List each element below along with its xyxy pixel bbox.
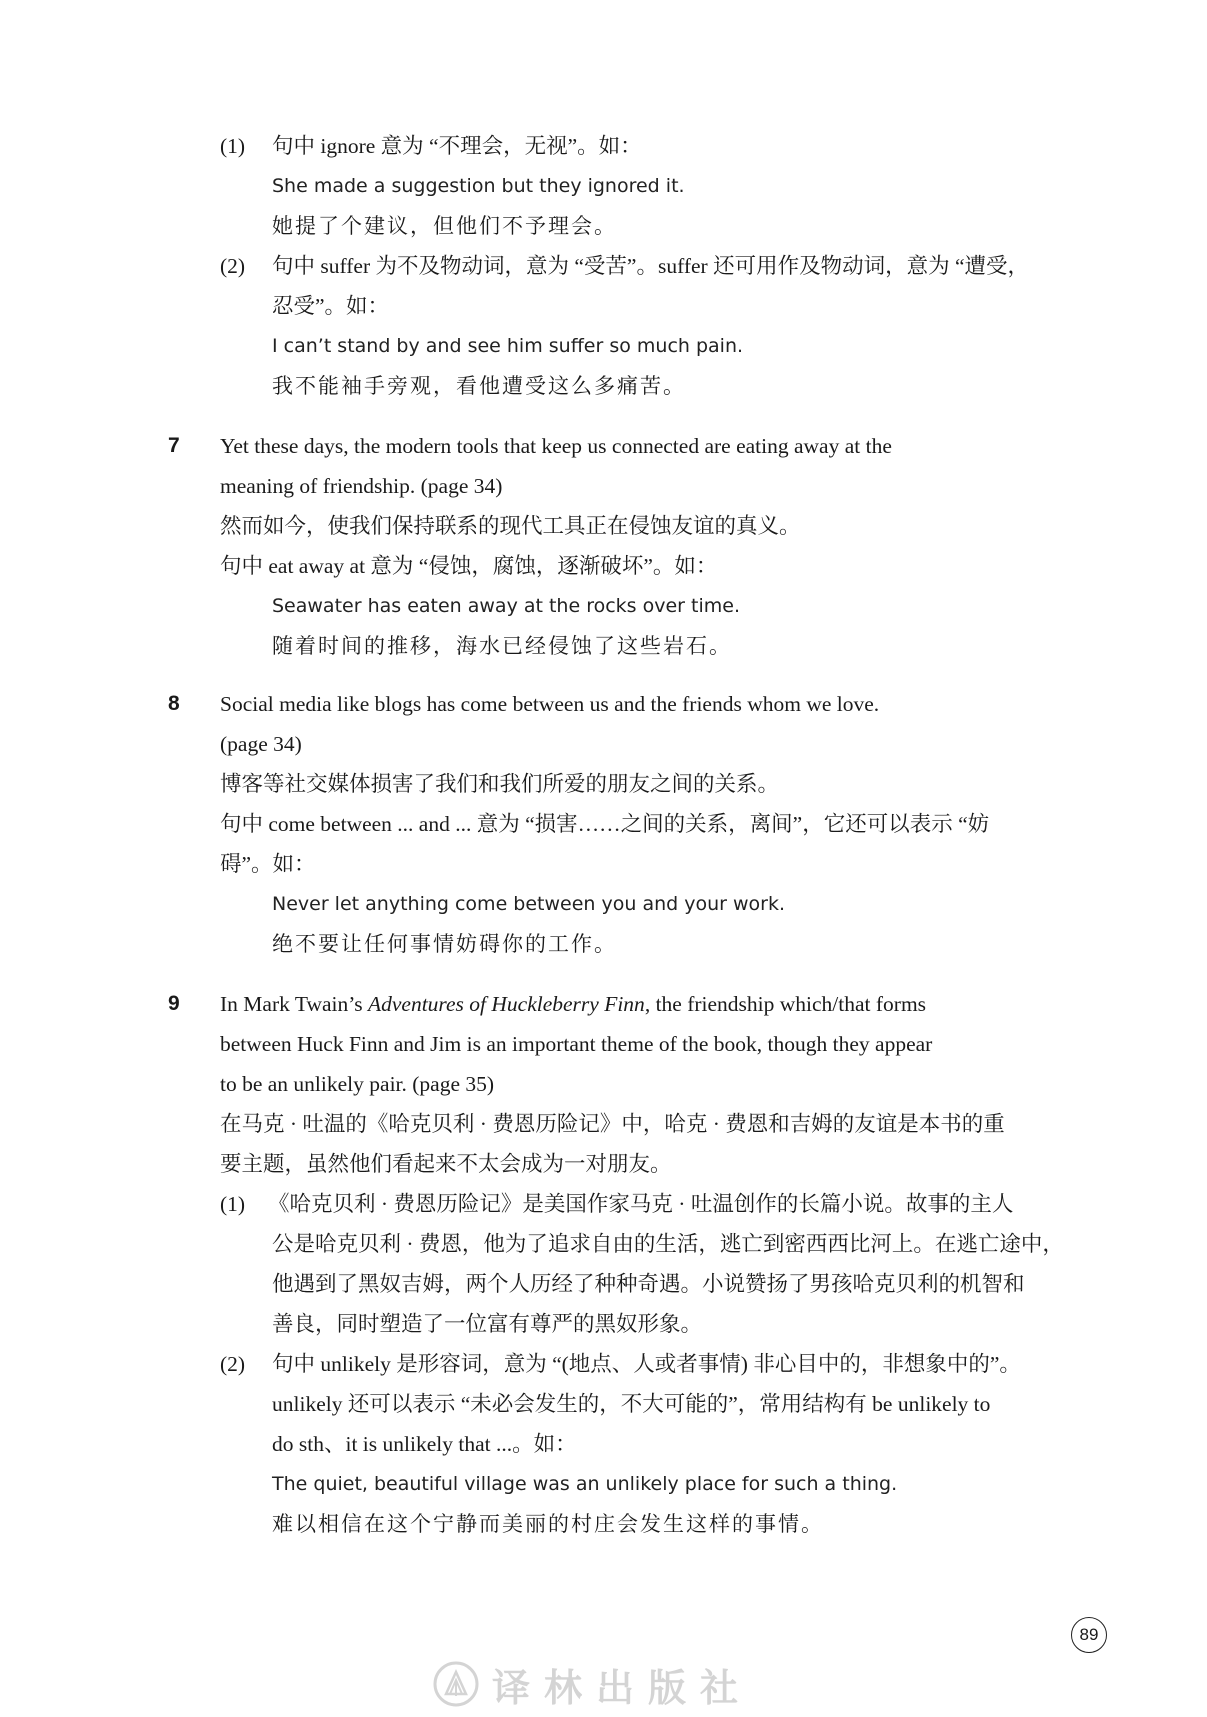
item9-sub2-line-3: do sth、it is unlikely that ...。如： [272, 1432, 577, 1456]
publisher-name: 译林出版社 [492, 1664, 753, 1710]
item7-example-en: Seawater has eaten away at the rocks over time. [272, 595, 740, 617]
item8-note-line-1: 句中 come between ... and ... 意为 “损害……之间的关系，离间”，它还可以表示 “妨 [220, 812, 990, 836]
item7-example-zh: 随着时间的推移，海水已经侵蚀了这些岩石。 [272, 634, 732, 658]
item9-en-line-2: between Huck Finn and Jim is an important theme of the book, though they appear [220, 1032, 933, 1056]
item8-en-line-2: (page 34) [220, 732, 302, 756]
item9-sub1-line-1: 《哈克贝利 · 费恩历险记》是美国作家马克 · 吐温创作的长篇小说。故事的主人 [268, 1192, 1014, 1216]
item8-note-line-2: 碍”。如： [220, 852, 316, 876]
item6-sub2-label: (2) [220, 254, 246, 278]
item8-example-en: Never let anything come between you and your work. [272, 893, 786, 915]
item7-zh-translation: 然而如今，使我们保持联系的现代工具正在侵蚀友谊的真义。 [220, 514, 801, 538]
item9-zh-line-2: 要主题，虽然他们看起来不太会成为一对朋友。 [220, 1152, 672, 1176]
publisher-logo-icon [432, 1660, 480, 1708]
item8-en-line-1: Social media like blogs has come between us and the friends whom we love. [220, 692, 880, 716]
item6-sub2-example-en: I can’t stand by and see him suffer so much pain. [272, 335, 744, 357]
item9-sub2-example-zh: 难以相信在这个宁静而美丽的村庄会发生这样的事情。 [272, 1512, 824, 1536]
item7-note: 句中 eat away at 意为 “侵蚀，腐蚀，逐渐破坏”。如： [220, 554, 718, 578]
item7-en-line-1: Yet these days, the modern tools that keep us connected are eating away at the [220, 434, 892, 458]
item9-sub2-line-1: 句中 unlikely 是形容词，意为 “(地点、人或者事情) 非心目中的，非想象中的”。 [272, 1352, 1021, 1376]
item9-en-line-1-start: In Mark Twain’s [220, 992, 368, 1016]
item6-sub2-text-1: 句中 suffer 为不及物动词，意为 “受苦”。suffer 还可用作及物动词，意为 “遭受， [272, 254, 1030, 278]
book-title: Adventures of Huckleberry Finn [367, 992, 645, 1016]
item9-sub1-line-3: 他遇到了黑奴吉姆，两个人历经了种种奇遇。小说赞扬了男孩哈克贝利的机智和 [272, 1272, 1025, 1296]
item9-sub1-line-4: 善良，同时塑造了一位富有尊严的黑奴形象。 [272, 1312, 703, 1336]
item9-number: 9 [168, 992, 180, 1015]
publisher-watermark [432, 1658, 752, 1710]
item9-sub2-line-2: unlikely 还可以表示 “未必会发生的，不大可能的”，常用结构有 be unlikely to [272, 1392, 991, 1416]
item9-sub1-line-2: 公是哈克贝利 · 费恩，他为了追求自由的生活，逃亡到密西西比河上。在逃亡途中， [272, 1232, 1064, 1256]
item9-en-line-1 [220, 989, 926, 1019]
item9-sub2-label: (2) [220, 1352, 246, 1376]
item6-sub1-text: 句中 ignore 意为 “不理会，无视”。如： [272, 134, 642, 158]
item6-sub1-example-zh: 她提了个建议，但他们不予理会。 [272, 214, 617, 238]
item8-zh-translation: 博客等社交媒体损害了我们和我们所爱的朋友之间的关系。 [220, 772, 780, 796]
item9-sub2-example-en: The quiet, beautiful village was an unlikely place for such a thing. [272, 1473, 898, 1495]
item9-en-line-3: to be an unlikely pair. (page 35) [220, 1072, 495, 1096]
page-number: 89 [1071, 1617, 1107, 1653]
item9-sub1-label: (1) [220, 1192, 246, 1216]
item6-sub2-text-2: 忍受”。如： [272, 294, 390, 318]
item6-sub1-label: (1) [220, 134, 246, 158]
item8-example-zh: 绝不要让任何事情妨碍你的工作。 [272, 932, 617, 956]
item6-sub1-example-en: She made a suggestion but they ignored it. [272, 175, 685, 197]
item9-zh-line-1: 在马克 · 吐温的《哈克贝利 · 费恩历险记》中，哈克 · 费恩和吉姆的友谊是本书的重 [220, 1112, 1005, 1136]
item9-en-line-1-end: , the friendship which/that forms [644, 992, 927, 1016]
item6-sub2-example-zh: 我不能袖手旁观，看他遭受这么多痛苦。 [272, 374, 686, 398]
item7-number: 7 [168, 434, 180, 457]
item7-en-line-2: meaning of friendship. (page 34) [220, 474, 503, 498]
item8-number: 8 [168, 692, 180, 715]
